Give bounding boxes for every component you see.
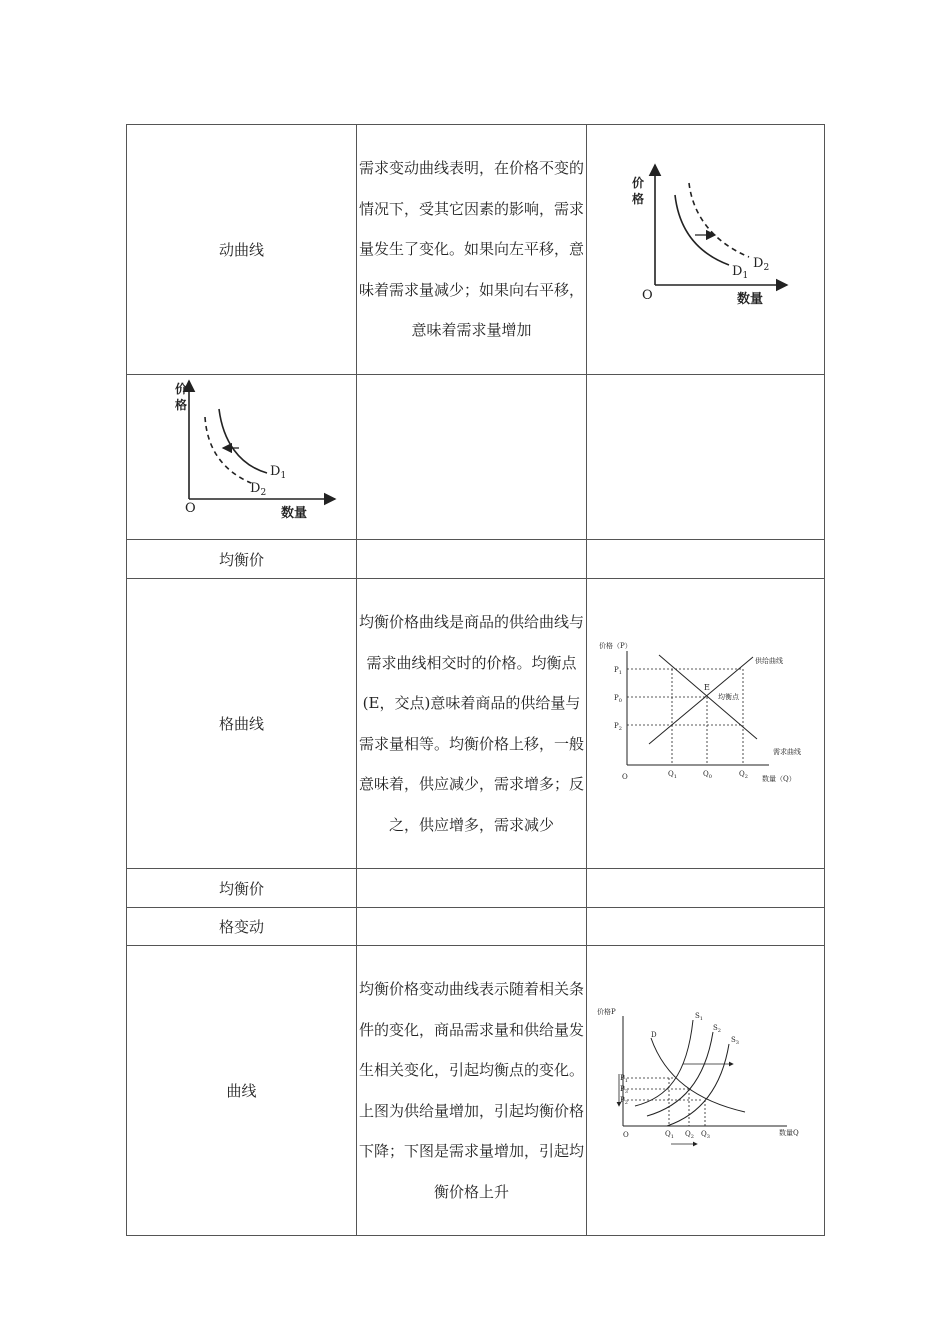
table-row [127, 869, 825, 908]
figure-cell [127, 375, 357, 540]
s3-label: $S_3$ [731, 1036, 739, 1046]
q0-label: $Q_0$ [703, 770, 712, 780]
figure-cell [587, 125, 825, 375]
q3-label: $Q_3$ [701, 1130, 710, 1140]
y-axis-label-2: 格 [175, 398, 188, 412]
y-axis-label-2: 格 [632, 192, 645, 206]
x-axis-label: 数量（Q） [762, 775, 796, 783]
d1-label: $D_1$ [732, 264, 749, 281]
origin-label: O [185, 501, 196, 516]
d2-label: $D_2$ [250, 481, 267, 498]
y-axis-label-1: 价 [175, 382, 188, 396]
demand-shift-right-figure [587, 125, 824, 370]
row-description-text: 均衡价格变动曲线表示随着相关条件的变化，商品需求量和供给量发生相关变化，引起均衡点的变化。上图为供给量增加，引起均衡价格下降；下图是需求量增加，引起均衡价格上升 [358, 980, 584, 1201]
supply-curve-s3 [667, 1044, 729, 1126]
row-label-text: 均衡价 [218, 550, 264, 569]
demand-label: 需求曲线 [773, 748, 801, 756]
y-axis-label: 价格（P） [599, 642, 632, 650]
row-label [127, 579, 357, 869]
table-row [127, 540, 825, 579]
equilibrium-label: 均衡点 [718, 693, 739, 701]
row-description [357, 946, 587, 1236]
x-axis-label: 数量Q [779, 1129, 799, 1137]
e-label: E [704, 683, 710, 692]
table-row [127, 375, 825, 540]
origin-label: O [622, 773, 628, 781]
table-row [127, 125, 825, 375]
d1-label: $D_1$ [270, 464, 287, 481]
demand-curve [659, 655, 757, 739]
p0-label: $P_0$ [614, 694, 622, 704]
y-axis-label-1: 价 [632, 176, 645, 190]
empty-cell [587, 375, 825, 540]
table-row [127, 579, 825, 869]
row-description [357, 125, 587, 375]
empty-cell [357, 540, 587, 579]
row-description-text: 需求变动曲线表明，在价格不变的情况下，受其它因素的影响，需求量发生了变化。如果向左平移，意味着需求量减少；如果向右平移，意味着需求量增加 [358, 159, 584, 340]
q2-label: $Q_2$ [739, 770, 748, 780]
x-axis-label: 数量 [737, 292, 764, 307]
row-label-text: 曲线 [226, 1082, 257, 1100]
demand-curve-d2 [205, 417, 251, 483]
p3-label: $P_3$ [620, 1085, 628, 1095]
row-label [127, 946, 357, 1236]
empty-cell [357, 375, 587, 540]
p1-label: $P_1$ [614, 666, 622, 676]
comparison-table [126, 124, 825, 1236]
s1-label: $S_1$ [695, 1012, 703, 1022]
figure-cell [587, 579, 825, 869]
equilibrium-shift-figure [587, 946, 824, 1231]
p1-label: $P_1$ [620, 1074, 628, 1084]
origin-label: O [642, 288, 653, 303]
equilibrium-price-figure [587, 579, 824, 864]
s2-label: $S_2$ [713, 1024, 721, 1034]
d2-label: $D_2$ [753, 256, 770, 273]
demand-curve-d1 [219, 409, 267, 473]
row-label [127, 540, 357, 579]
y-axis-label: 价格P [597, 1008, 616, 1016]
p2-label: $P_2$ [620, 1096, 628, 1106]
empty-cell [357, 908, 587, 946]
row-label-text: 均衡价 [218, 879, 264, 898]
figure-cell [587, 946, 825, 1236]
row-description-text: 均衡价格曲线是商品的供给曲线与需求曲线相交时的价格。均衡点(E，交点)意味着商品的供给量与需求量相等。均衡价格上移，一般意味着，供应减少，需求增多；反之，供应增多，需求减少 [358, 613, 584, 834]
q1-label: $Q_1$ [665, 1130, 674, 1140]
row-label-text: 格曲线 [218, 715, 264, 733]
q2-label: $Q_2$ [685, 1130, 694, 1140]
demand-label: D [651, 1031, 657, 1039]
p2-label: $P_2$ [614, 722, 622, 732]
demand-curve-d1 [675, 195, 729, 265]
empty-cell [587, 869, 825, 908]
row-description [357, 579, 587, 869]
x-axis-label: 数量 [281, 506, 308, 521]
row-label-text: 动曲线 [218, 241, 264, 259]
q1-label: $Q_1$ [668, 770, 677, 780]
table-row [127, 946, 825, 1236]
empty-cell [357, 869, 587, 908]
row-label [127, 908, 357, 946]
origin-label: O [623, 1131, 629, 1139]
table-row [127, 908, 825, 946]
row-label [127, 125, 357, 375]
demand-curve [651, 1038, 745, 1112]
empty-cell [587, 540, 825, 579]
demand-shift-left-figure [127, 375, 356, 535]
empty-cell [587, 908, 825, 946]
row-label-text: 格变动 [218, 918, 264, 936]
supply-label: 供给曲线 [755, 657, 783, 665]
row-label [127, 869, 357, 908]
